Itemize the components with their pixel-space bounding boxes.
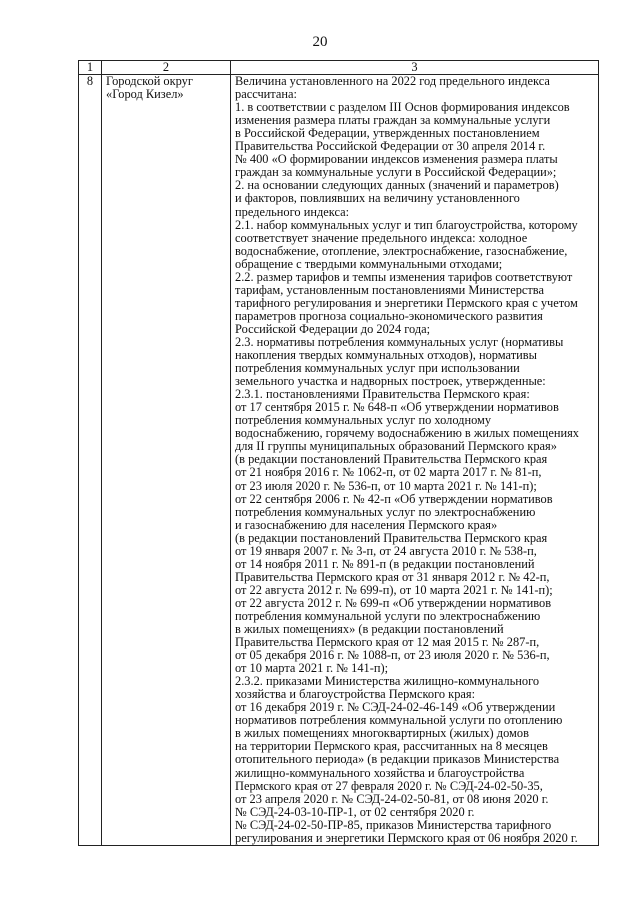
description-line: 2. на основании следующих данных (значений и параметров) bbox=[235, 178, 559, 193]
row-number: 8 bbox=[79, 75, 102, 846]
description-line: водоснабжение, отопление, электроснабжение, газоснабжение, bbox=[235, 243, 568, 258]
description-line: от 16 декабря 2019 г. № СЭД-24-02-46-149 «Об утверждении bbox=[235, 700, 556, 715]
description-line: от 05 декабря 2016 г. № 1088-п, от 23 июля 2020 г. № 536-п, bbox=[235, 648, 550, 663]
description-cell bbox=[231, 75, 599, 846]
description-line: Пермского края от 27 февраля 2020 г. № СЭД-24-02-50-35, bbox=[235, 778, 543, 793]
description-line: накопления твердых коммунальных отходов), нормативы bbox=[235, 348, 537, 363]
header-col-3: 3 bbox=[231, 61, 599, 75]
description-line: № СЭД-24-03-10-ПР-1, от 02 сентября 2020 г. bbox=[235, 804, 475, 819]
description-line: Правительства Пермского края от 12 мая 2015 г. № 287-п, bbox=[235, 635, 540, 650]
index-table bbox=[78, 60, 599, 846]
description-line: тарифам, установленным постановлениями Министерства bbox=[235, 282, 544, 297]
description-line: отопительного периода» (в редакции приказов Министерства bbox=[235, 752, 560, 767]
description-line: от 22 августа 2012 г. № 699-п), от 10 марта 2021 г. № 141-п); bbox=[235, 582, 553, 597]
description-line: и газоснабжению для населения Пермского края» bbox=[235, 517, 498, 532]
description-line: 2.1. набор коммунальных услуг и тип благоустройства, которому bbox=[235, 217, 578, 232]
description-line: потребления коммунальных услуг по электроснабжению bbox=[235, 504, 536, 519]
description-line: водоснабжению, горячему водоснабжению в жилых помещениях bbox=[235, 426, 579, 441]
description-line: на территории Пермского края, рассчитанных на 8 месяцев bbox=[235, 739, 548, 754]
description-line: рассчитана: bbox=[235, 87, 297, 102]
description-line: предельного индекса: bbox=[235, 204, 350, 219]
description-line: 2.3. нормативы потребления коммунальных услуг (нормативы bbox=[235, 334, 564, 349]
municipality-line: Городской округ bbox=[106, 74, 193, 89]
description-line: для II группы муниципальных образований Пермского края» bbox=[235, 439, 557, 454]
description-line: потребления коммунальных услуг при использовании bbox=[235, 361, 520, 376]
description-line: от 14 ноября 2011 г. № 891-п (в редакции постановлений bbox=[235, 556, 535, 571]
description-line: граждан за коммунальные услуги в Российской Федерации»; bbox=[235, 165, 557, 180]
header-col-1: 1 bbox=[79, 61, 102, 75]
description-line: от 23 апреля 2020 г. № СЭД-24-02-50-81, от 08 июня 2020 г. bbox=[235, 791, 549, 806]
description-line: регулирования и энергетики Пермского края от 06 ноября 2020 г. bbox=[235, 830, 578, 845]
description-line: нормативов потребления коммунальной услуги по отоплению bbox=[235, 713, 563, 728]
description-line: от 22 сентября 2006 г. № 42-п «Об утверждении нормативов bbox=[235, 491, 553, 506]
description-line: земельного участка и надворных построек, утвержденные: bbox=[235, 374, 546, 389]
description-line: 2.2. размер тарифов и темпы изменения тарифов соответствуют bbox=[235, 269, 573, 284]
header-col-2: 2 bbox=[102, 61, 231, 75]
description-line: (в редакции постановлений Правительства Пермского края bbox=[235, 530, 548, 545]
description-line: Величина установленного на 2022 год предельного индекса bbox=[235, 74, 550, 89]
description-line: от 17 сентября 2015 г. № 648-п «Об утверждении нормативов bbox=[235, 400, 559, 415]
description-line: 2.3.1. постановлениями Правительства Пермского края: bbox=[235, 387, 530, 402]
description-line: тарифного регулирования и энергетики Пермского края с учетом bbox=[235, 295, 578, 310]
description-line: хозяйства и благоустройства Пермского края: bbox=[235, 687, 476, 702]
description-line: от 22 августа 2012 г. № 699-п «Об утверждении нормативов bbox=[235, 595, 552, 610]
description-line: от 10 марта 2021 г. № 141-п); bbox=[235, 661, 389, 676]
table-row bbox=[79, 75, 599, 846]
description-line: № 400 «О формировании индексов изменения размера платы bbox=[235, 152, 558, 167]
description-line: и факторов, повлиявших на величину установленного bbox=[235, 191, 520, 206]
table-header-row bbox=[79, 61, 599, 75]
description-line: 1. в соответствии с разделом III Основ формирования индексов bbox=[235, 100, 570, 115]
description-line: жилищно-коммунального хозяйства и благоустройства bbox=[235, 765, 525, 780]
municipality-cell bbox=[102, 75, 231, 846]
description-line: Правительства Пермского края от 31 января 2012 г. № 42-п, bbox=[235, 569, 550, 584]
description-line: соответствует значение предельного индекса: холодное bbox=[235, 230, 528, 245]
description-line: от 19 января 2007 г. № 3-п, от 24 августа 2010 г. № 538-п, bbox=[235, 543, 537, 558]
description-line: 2.3.2. приказами Министерства жилищно-коммунального bbox=[235, 674, 540, 689]
page-number: 20 bbox=[312, 34, 328, 50]
description-line: от 23 июля 2020 г. № 536-п, от 10 марта 2021 г. № 141-п); bbox=[235, 478, 537, 493]
description-line: Правительства Российской Федерации от 30 апреля 2014 г. bbox=[235, 139, 546, 154]
description-line: в жилых помещениях многоквартирных (жилых) домов bbox=[235, 726, 529, 741]
description-line: в жилых помещениях» (в редакции постановлений bbox=[235, 622, 504, 637]
description-line: № СЭД-24-02-50-ПР-85, приказов Министерства тарифного bbox=[235, 817, 552, 832]
description-line: (в редакции постановлений Правительства Пермского края bbox=[235, 452, 548, 467]
description-line: обращение с твердыми коммунальными отходами; bbox=[235, 256, 503, 271]
description-line: Российской Федерации до 2024 года; bbox=[235, 321, 431, 336]
description-line: параметров прогноза социально-экономического развития bbox=[235, 308, 543, 323]
description-line: от 21 ноября 2016 г. № 1062-п, от 02 марта 2017 г. № 81-п, bbox=[235, 465, 542, 480]
description-line: изменения размера платы граждан за коммунальные услуги bbox=[235, 113, 551, 128]
description-line: потребления коммунальной услуги по электроснабжению bbox=[235, 608, 541, 623]
description-line: потребления коммунальных услуг по холодному bbox=[235, 413, 492, 428]
description-line: в Российской Федерации, утвержденных постановлением bbox=[235, 126, 540, 141]
municipality-line: «Город Кизел» bbox=[106, 87, 184, 102]
